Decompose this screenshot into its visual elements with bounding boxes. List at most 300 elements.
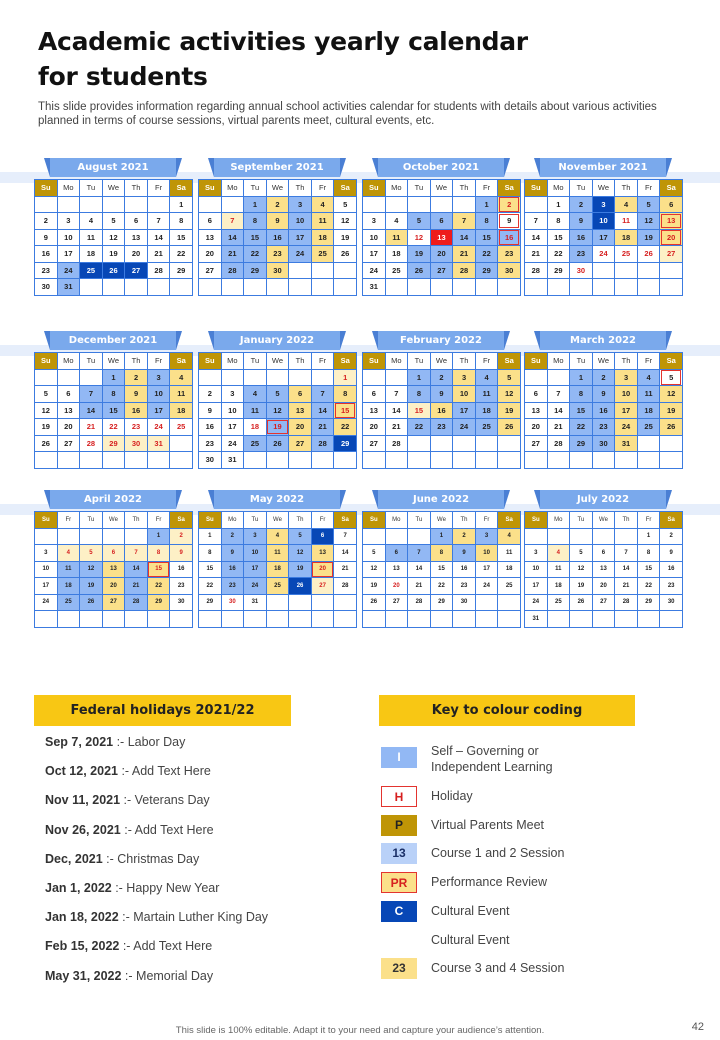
day-cell: 25	[244, 435, 267, 452]
weekday-header: Fr	[147, 512, 170, 529]
key-label	[431, 817, 681, 833]
day-cell: 24	[615, 419, 638, 436]
weekday-header: Th	[289, 353, 312, 370]
empty-cell	[102, 528, 125, 545]
day-cell: 20	[385, 578, 408, 595]
day-cell: 6	[57, 386, 80, 403]
empty-cell	[289, 369, 312, 386]
empty-cell	[199, 369, 222, 386]
empty-cell	[475, 594, 498, 611]
empty-cell	[80, 452, 103, 469]
key-swatch: H	[381, 786, 417, 807]
empty-cell	[311, 369, 334, 386]
day-cell: 5	[35, 386, 58, 403]
day-cell: 22	[244, 246, 267, 263]
key-label	[431, 845, 681, 861]
holiday-date: Sep 7, 2021	[45, 735, 114, 749]
day-cell: 10	[363, 229, 386, 246]
day-cell: 21	[615, 578, 638, 595]
day-cell: 21	[525, 246, 548, 263]
day-cell: 3	[475, 528, 498, 545]
day-cell: 27	[289, 435, 312, 452]
empty-cell	[199, 611, 222, 628]
weekday-header: Fr	[637, 180, 660, 197]
day-cell: 7	[525, 213, 548, 230]
empty-cell	[408, 196, 431, 213]
empty-cell	[311, 452, 334, 469]
day-cell: 19	[102, 246, 125, 263]
day-cell: 29	[475, 262, 498, 279]
day-cell: 3	[35, 545, 58, 562]
day-cell: 18	[57, 578, 80, 595]
day-cell: 29	[430, 594, 453, 611]
key-swatch: PR	[381, 872, 417, 893]
holiday-item	[45, 793, 325, 822]
day-cell: 9	[266, 213, 289, 230]
day-cell: 16	[221, 561, 244, 578]
day-cell: 28	[525, 262, 548, 279]
day-cell: 27	[125, 262, 148, 279]
day-cell: 30	[453, 594, 476, 611]
weekday-header: Tu	[80, 353, 103, 370]
empty-cell	[266, 452, 289, 469]
empty-cell	[525, 279, 548, 296]
day-cell: 9	[430, 386, 453, 403]
weekday-header: Mo	[385, 353, 408, 370]
footer-note: This slide is 100% editable. Adapt it to your need and capture your audience’s attention.	[175, 1025, 545, 1036]
empty-cell	[660, 611, 683, 628]
day-cell: 16	[498, 229, 521, 246]
empty-cell	[289, 279, 312, 296]
day-cell: 9	[221, 545, 244, 562]
day-cell: 28	[547, 435, 570, 452]
holidays-list	[45, 735, 325, 998]
day-cell: 3	[289, 196, 312, 213]
weekday-header: Th	[453, 180, 476, 197]
empty-cell	[363, 528, 386, 545]
empty-cell	[244, 611, 267, 628]
holiday-name: :- Martain Luther King Day	[118, 910, 269, 925]
day-cell: 30	[125, 435, 148, 452]
day-cell: 10	[221, 402, 244, 419]
day-cell: 7	[408, 545, 431, 562]
day-cell: 17	[35, 578, 58, 595]
day-cell: 20	[289, 419, 312, 436]
holiday-name: :- Memorial Day	[121, 968, 214, 983]
empty-cell	[102, 452, 125, 469]
day-cell: 16	[125, 402, 148, 419]
day-cell: 11	[615, 213, 638, 230]
empty-cell	[311, 262, 334, 279]
holidays-heading: Federal holidays 2021/22	[34, 695, 291, 726]
day-cell: 16	[592, 402, 615, 419]
day-cell: 19	[363, 578, 386, 595]
empty-cell	[80, 611, 103, 628]
day-cell: 26	[408, 262, 431, 279]
weekday-header: Su	[199, 180, 222, 197]
day-cell: 15	[637, 561, 660, 578]
day-cell: 6	[102, 545, 125, 562]
day-cell: 24	[35, 594, 58, 611]
weekday-header: Su	[199, 512, 222, 529]
weekday-header: Su	[363, 180, 386, 197]
day-cell: 14	[453, 229, 476, 246]
empty-cell	[385, 369, 408, 386]
empty-cell	[525, 369, 548, 386]
day-cell: 17	[475, 561, 498, 578]
key-label-line: Holiday	[431, 789, 473, 803]
day-cell: 15	[199, 561, 222, 578]
day-cell: 9	[125, 386, 148, 403]
weekday-header: Fr	[311, 180, 334, 197]
day-cell: 11	[498, 545, 521, 562]
day-cell: 17	[289, 229, 312, 246]
day-cell: 2	[199, 386, 222, 403]
day-cell: 20	[125, 246, 148, 263]
day-cell: 21	[385, 419, 408, 436]
day-cell: 23	[170, 578, 193, 595]
empty-cell	[385, 196, 408, 213]
day-cell: 12	[102, 229, 125, 246]
day-cell: 26	[498, 419, 521, 436]
month-grid	[34, 352, 193, 469]
month-title: August 2021	[50, 158, 176, 177]
day-cell: 4	[244, 386, 267, 403]
day-cell: 18	[475, 402, 498, 419]
day-cell: 2	[660, 528, 683, 545]
day-cell: 22	[637, 578, 660, 595]
day-cell: 6	[199, 213, 222, 230]
weekday-header: Sa	[170, 512, 193, 529]
holiday-date: May 31, 2022	[45, 968, 122, 983]
key-swatch: 13	[381, 843, 417, 864]
month-title: April 2022	[50, 490, 176, 509]
empty-cell	[125, 196, 148, 213]
weekday-header: We	[592, 512, 615, 529]
weekday-header: Tu	[408, 512, 431, 529]
empty-cell	[547, 452, 570, 469]
key-swatch: P	[381, 815, 417, 836]
empty-cell	[475, 435, 498, 452]
empty-cell	[408, 528, 431, 545]
weekday-header: Mo	[385, 512, 408, 529]
day-cell: 13	[57, 402, 80, 419]
empty-cell	[289, 452, 312, 469]
day-cell: 6	[525, 386, 548, 403]
weekday-header: Fr	[57, 512, 80, 529]
month-grid	[524, 179, 683, 296]
empty-cell	[453, 279, 476, 296]
day-cell: 8	[102, 386, 125, 403]
day-cell: 12	[637, 213, 660, 230]
day-cell: 13	[363, 402, 386, 419]
empty-cell	[244, 369, 267, 386]
holiday-date: Feb 15, 2022	[45, 939, 120, 954]
day-cell: 2	[170, 528, 193, 545]
day-cell: 22	[475, 246, 498, 263]
day-cell: 28	[311, 435, 334, 452]
day-cell: 9	[570, 213, 593, 230]
empty-cell	[170, 452, 193, 469]
empty-cell	[102, 196, 125, 213]
day-cell: 11	[475, 386, 498, 403]
holiday-item	[45, 969, 325, 998]
day-cell: 8	[408, 386, 431, 403]
day-cell: 21	[80, 419, 103, 436]
month-title: February 2022	[378, 331, 504, 350]
day-cell: 18	[311, 229, 334, 246]
day-cell: 7	[615, 545, 638, 562]
empty-cell	[363, 196, 386, 213]
day-cell: 25	[385, 262, 408, 279]
day-cell: 13	[102, 561, 125, 578]
empty-cell	[221, 369, 244, 386]
key-label-line: Course 3 and 4 Session	[431, 961, 565, 975]
empty-cell	[80, 528, 103, 545]
day-cell: 29	[147, 594, 170, 611]
day-cell: 26	[102, 262, 125, 279]
day-cell: 24	[363, 262, 386, 279]
day-cell: 10	[615, 386, 638, 403]
day-cell: 29	[547, 262, 570, 279]
day-cell: 8	[147, 545, 170, 562]
day-cell: 24	[475, 578, 498, 595]
day-cell: 1	[170, 196, 193, 213]
day-cell: 1	[430, 528, 453, 545]
weekday-header: Fr	[147, 180, 170, 197]
month-title: March 2022	[540, 331, 666, 350]
day-cell: 5	[80, 545, 103, 562]
day-cell: 22	[547, 246, 570, 263]
day-cell: 17	[615, 402, 638, 419]
day-cell: 29	[637, 594, 660, 611]
day-cell: 23	[592, 419, 615, 436]
day-cell: 12	[266, 402, 289, 419]
day-cell: 17	[244, 561, 267, 578]
weekday-header: Tu	[570, 353, 593, 370]
day-cell: 14	[221, 229, 244, 246]
day-cell: 2	[498, 196, 521, 213]
day-cell: 23	[125, 419, 148, 436]
day-cell: 20	[311, 561, 334, 578]
weekday-header: Fr	[475, 180, 498, 197]
empty-cell	[125, 452, 148, 469]
holiday-date: Nov 26, 2021	[45, 822, 121, 837]
day-cell: 7	[334, 528, 357, 545]
day-cell: 26	[570, 594, 593, 611]
day-cell: 6	[660, 196, 683, 213]
empty-cell	[592, 528, 615, 545]
weekday-header: We	[266, 353, 289, 370]
empty-cell	[266, 611, 289, 628]
day-cell: 7	[547, 386, 570, 403]
weekday-header: Su	[35, 180, 58, 197]
weekday-header: Mo	[221, 180, 244, 197]
weekday-header: Sa	[334, 180, 357, 197]
day-cell: 22	[199, 578, 222, 595]
day-cell: 20	[525, 419, 548, 436]
day-cell: 18	[547, 578, 570, 595]
holiday-name: :- Labor Day	[113, 735, 186, 749]
empty-cell	[289, 262, 312, 279]
empty-cell	[615, 452, 638, 469]
empty-cell	[615, 611, 638, 628]
day-cell: 20	[592, 578, 615, 595]
key-label-line: Performance Review	[431, 875, 548, 889]
holiday-item	[45, 881, 325, 910]
empty-cell	[199, 279, 222, 296]
empty-cell	[170, 435, 193, 452]
holiday-date: Jan 1, 2022	[45, 880, 112, 895]
day-cell: 11	[244, 402, 267, 419]
key-label-line: Cultural Event	[431, 933, 510, 947]
day-cell: 11	[170, 386, 193, 403]
day-cell: 20	[199, 246, 222, 263]
empty-cell	[363, 369, 386, 386]
day-cell: 19	[334, 229, 357, 246]
day-cell: 26	[637, 246, 660, 263]
weekday-header: Th	[125, 180, 148, 197]
weekday-header: We	[430, 180, 453, 197]
day-cell: 30	[35, 279, 58, 296]
weekday-header: We	[102, 512, 125, 529]
day-cell: 12	[408, 229, 431, 246]
key-label-line: Self – Governing or	[431, 744, 539, 758]
empty-cell	[334, 262, 357, 279]
day-cell: 27	[199, 262, 222, 279]
day-cell: 2	[35, 213, 58, 230]
empty-cell	[35, 369, 58, 386]
key-swatch: 23	[381, 958, 417, 979]
day-cell: 6	[592, 545, 615, 562]
empty-cell	[637, 611, 660, 628]
empty-cell	[125, 279, 148, 296]
weekday-header: We	[266, 180, 289, 197]
day-cell: 24	[453, 419, 476, 436]
empty-cell	[147, 196, 170, 213]
day-cell: 24	[57, 262, 80, 279]
day-cell: 6	[430, 213, 453, 230]
holiday-item	[45, 852, 325, 881]
day-cell: 26	[334, 246, 357, 263]
day-cell: 27	[363, 435, 386, 452]
holiday-item	[45, 764, 325, 793]
day-cell: 10	[57, 229, 80, 246]
holiday-name: :- Add Text Here	[120, 822, 214, 837]
day-cell: 24	[221, 435, 244, 452]
day-cell: 25	[475, 419, 498, 436]
day-cell: 11	[547, 561, 570, 578]
empty-cell	[125, 611, 148, 628]
empty-cell	[570, 279, 593, 296]
day-cell: 7	[125, 545, 148, 562]
day-cell: 15	[244, 229, 267, 246]
holiday-item	[45, 910, 325, 939]
day-cell: 4	[80, 213, 103, 230]
empty-cell	[385, 528, 408, 545]
day-cell: 22	[408, 419, 431, 436]
day-cell: 27	[592, 594, 615, 611]
day-cell: 31	[615, 435, 638, 452]
weekday-header: Mo	[547, 353, 570, 370]
key-label	[431, 903, 681, 919]
empty-cell	[363, 611, 386, 628]
day-cell: 18	[637, 402, 660, 419]
day-cell: 10	[525, 561, 548, 578]
day-cell: 13	[289, 402, 312, 419]
day-cell: 3	[525, 545, 548, 562]
empty-cell	[592, 452, 615, 469]
empty-cell	[570, 452, 593, 469]
day-cell: 27	[102, 594, 125, 611]
day-cell: 24	[244, 578, 267, 595]
day-cell: 19	[498, 402, 521, 419]
day-cell: 30	[592, 435, 615, 452]
empty-cell	[57, 452, 80, 469]
day-cell: 24	[147, 419, 170, 436]
empty-cell	[266, 369, 289, 386]
empty-cell	[498, 279, 521, 296]
day-cell: 5	[498, 369, 521, 386]
empty-cell	[125, 528, 148, 545]
empty-cell	[102, 611, 125, 628]
empty-cell	[453, 611, 476, 628]
day-cell: 6	[363, 386, 386, 403]
day-cell: 12	[35, 402, 58, 419]
empty-cell	[102, 279, 125, 296]
day-cell: 21	[547, 419, 570, 436]
day-cell: 10	[592, 213, 615, 230]
day-cell: 17	[453, 402, 476, 419]
weekday-header: We	[592, 353, 615, 370]
day-cell: 15	[170, 229, 193, 246]
day-cell: 23	[570, 246, 593, 263]
weekday-header: We	[430, 353, 453, 370]
day-cell: 1	[547, 196, 570, 213]
holiday-name: :- Add Text Here	[117, 764, 211, 779]
empty-cell	[547, 369, 570, 386]
month-title: October 2021	[378, 158, 504, 177]
weekday-header: Tu	[408, 180, 431, 197]
day-cell: 29	[244, 262, 267, 279]
day-cell: 5	[289, 528, 312, 545]
day-cell: 14	[334, 545, 357, 562]
empty-cell	[35, 528, 58, 545]
day-cell: 13	[385, 561, 408, 578]
weekday-header: Tu	[244, 353, 267, 370]
day-cell: 19	[660, 402, 683, 419]
empty-cell	[35, 196, 58, 213]
day-cell: 21	[125, 578, 148, 595]
day-cell: 23	[660, 578, 683, 595]
day-cell: 22	[102, 419, 125, 436]
day-cell: 18	[244, 419, 267, 436]
day-cell: 14	[408, 561, 431, 578]
day-cell: 4	[475, 369, 498, 386]
empty-cell	[592, 279, 615, 296]
day-cell: 28	[125, 594, 148, 611]
day-cell: 27	[430, 262, 453, 279]
day-cell: 22	[570, 419, 593, 436]
day-cell: 18	[170, 402, 193, 419]
day-cell: 16	[199, 419, 222, 436]
key-label-line: Course 1 and 2 Session	[431, 846, 565, 860]
day-cell: 24	[525, 594, 548, 611]
empty-cell	[547, 279, 570, 296]
day-cell: 9	[453, 545, 476, 562]
empty-cell	[385, 611, 408, 628]
month-grid	[524, 352, 683, 469]
